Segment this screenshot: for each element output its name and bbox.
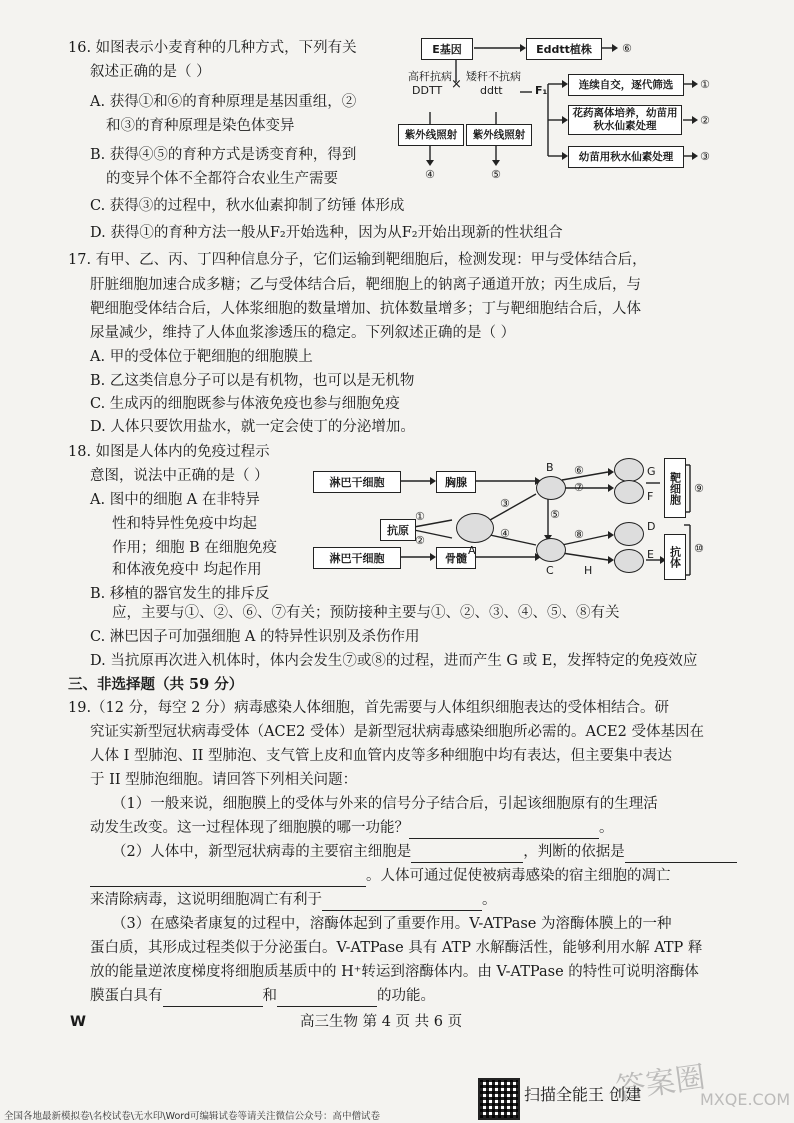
q19-sub2-line1 (112, 842, 737, 863)
cell-d (614, 522, 644, 546)
bottom-note: 全国各地最新模拟卷\名校试卷\无水印\Word可编辑试卷等请关注微信公众号：高中僧试卷 (4, 1111, 381, 1122)
antigen-box: 抗原 (380, 519, 416, 541)
q17-option-c: C. 生成丙的细胞既参与体液免疫也参与细胞免疫 (90, 396, 400, 412)
uv-box-right: 紫外线照射 (466, 124, 532, 146)
q16-option-a-line2: 和③的育种原理是染色体变异 (106, 118, 295, 134)
parent2-genotype: ddtt (480, 84, 503, 97)
q19-stem-line1: 19.（12 分，每空 2 分）病毒感染人体细胞，首先需要与人体组织细胞表达的受体相结合。研 (68, 700, 670, 716)
step-10: ⑩ (694, 542, 704, 555)
qr-code-icon (478, 1078, 520, 1120)
q18-option-b-line1: B. 移植的器官发生的排斥反 (90, 586, 270, 602)
cell-label-b: B (546, 461, 554, 474)
q16-option-b-line1: B. 获得④⑤的育种方式是诱变育种，得到 (90, 147, 357, 163)
step-5: ⑤ (550, 508, 560, 521)
q18-option-a-line3: 作用；细胞 B 在细胞免疫 (112, 540, 277, 556)
q18-option-c: C. 淋巴因子可加强细胞 A 的特异性识别及杀伤作用 (90, 629, 420, 645)
q17-option-d: D. 人体只要饮用盐水，就一定会使丁的分泌增加。 (90, 419, 415, 435)
cell-c (536, 538, 566, 562)
step-4: ④ (500, 527, 510, 540)
step-2: ② (415, 534, 425, 547)
watermark-domain: MXQE.COM (700, 1090, 791, 1109)
label-4: ④ (425, 168, 435, 181)
q19-stem-line2: 究证实新型冠状病毒受体（ACE2 受体）是新型冠状病毒感染细胞所必需的。ACE2 受体基因在 (90, 724, 704, 740)
self-cross-box: 连续自交，逐代筛选 (568, 74, 684, 96)
step-3: ③ (500, 497, 510, 510)
q18-stem-line2: 意图，说法中正确的是（ ） (90, 468, 269, 484)
thymus-box: 胸腺 (436, 471, 476, 493)
section3-heading: 三、非选择题（共 59 分） (68, 676, 244, 693)
cell-label-d: D (647, 520, 656, 533)
lymph-stem-cell-box-bottom: 淋巴干细胞 (313, 547, 401, 569)
q19-sub3-line2: 蛋白质，其形成过程类似于分泌蛋白。V-ATPase 具有 ATP 水解酶活性，能够利用水解 ATP 释 (90, 940, 703, 956)
q17-stem-line1: 17. 有甲、乙、丙、丁四种信息分子，它们运输到靶细胞后，检测发现：甲与受体结合后， (68, 252, 647, 268)
q19-sub1-line2 (90, 818, 614, 839)
q19-answer-blank-3[interactable] (625, 842, 737, 863)
q18-option-d: D. 当抗原再次进入机体时，体内会发生⑦或⑧的过程，进而产生 G 或 E，发挥特定的免疫效应 (90, 653, 698, 669)
step-8: ⑧ (574, 528, 584, 541)
bone-marrow-box: 骨髓 (436, 547, 476, 569)
anther-culture-box: 花药离体培养，幼苗用秋水仙素处理 (568, 105, 682, 135)
q19-stem-line3: 人体 I 型肺泡、II 型肺泡、支气管上皮和血管内皮等多种细胞中均有表达，但主要集中表达 (90, 748, 673, 764)
q19-sub2-line2 (90, 866, 671, 887)
step-9: ⑨ (694, 482, 704, 495)
q19-sub3-line4 (90, 986, 435, 1007)
q19-sub2-question-c: 。人体可通过促使被病毒感染的宿主细胞的凋亡 (366, 868, 671, 884)
q18-option-a-line4: 和体液免疫中 均起作用 (112, 562, 262, 578)
cell-f (614, 480, 644, 504)
q19-sub2-question-a: （2）人体中，新型冠状病毒的主要宿主细胞是 (112, 844, 412, 860)
q16-stem-line1: 16. 如图表示小麦育种的几种方式，下列有关 (68, 40, 357, 56)
q19-answer-blank-6[interactable] (277, 986, 377, 1007)
q18-option-a-line2: 性和特异性免疫中均起 (112, 516, 257, 532)
watermark-logo: 答案圈 (613, 1059, 708, 1108)
cell-label-e: E (647, 548, 654, 561)
q19-answer-blank-3-cont[interactable] (90, 866, 366, 887)
cell-label-a: A (468, 544, 476, 557)
q19-sub1-end: 。 (599, 820, 614, 836)
q16-option-a-line1: A. 获得①和⑥的育种原理是基因重组，② (90, 94, 357, 110)
step-6: ⑥ (574, 464, 584, 477)
q19-sub1-line1: （1）一般来说，细胞膜上的受体与外来的信号分子结合后，引起该细胞原有的生理活 (112, 796, 658, 812)
antibody-box: 抗体 (664, 534, 686, 580)
footer-w-mark: W (70, 1014, 86, 1030)
label-6: ⑥ (622, 42, 632, 55)
q17-option-a: A. 甲的受体位于靶细胞的细胞膜上 (90, 349, 313, 365)
q19-answer-blank-1[interactable] (409, 818, 599, 839)
q16-option-b-line2: 的变异个体不全都符合农业生产需要 (106, 171, 338, 187)
label-5: ⑤ (491, 168, 501, 181)
q16-stem-line2: 叙述正确的是（ ） (90, 64, 211, 80)
label-1: ① (700, 78, 710, 91)
q16-option-c: C. 获得③的过程中，秋水仙素抑制了纺锤 体形成 (90, 198, 405, 214)
q17-stem-line2: 肝脏细胞加速合成多糖；乙与受体结合后，靶细胞上的钠离子通道开放；丙生成后，与 (90, 277, 641, 293)
eddtt-plant-box: Eddtt植株 (526, 38, 602, 60)
uv-box-left: 紫外线照射 (398, 124, 464, 146)
q19-stem-line4: 于 II 型肺泡细胞。请回答下列相关问题： (90, 772, 358, 788)
q19-sub3-question-d: 膜蛋白具有 (90, 988, 163, 1004)
cell-label-h: H (584, 564, 593, 577)
label-2: ② (700, 114, 710, 127)
q18-option-a-line1: A. 图中的细胞 A 在非特异 (90, 492, 260, 508)
e-gene-box: E基因 (421, 38, 473, 60)
f1-label: F₁ (535, 84, 548, 97)
q19-sub3-line1: （3）在感染者康复的过程中，溶酶体起到了重要作用。V-ATPase 为溶酶体膜上的一种 (112, 916, 672, 932)
colchicine-box: 幼苗用秋水仙素处理 (568, 146, 684, 168)
q19-answer-blank-4[interactable] (322, 890, 482, 911)
cell-label-c: C (546, 564, 554, 577)
parent1-trait: 高秆抗病 (408, 70, 452, 83)
lymph-stem-cell-box-top: 淋巴干细胞 (313, 471, 401, 493)
cell-label-f: F (647, 490, 654, 503)
q19-sub2-line3 (90, 890, 497, 911)
q19-sub2-end: 。 (482, 892, 497, 908)
target-cell-box: 靶细胞 (664, 458, 686, 518)
parent2-trait: 矮秆不抗病 (466, 70, 521, 83)
q19-sub3-and: 和 (262, 988, 277, 1004)
label-3: ③ (700, 150, 710, 163)
q19-sub1-question: 动发生改变。这一过程体现了细胞膜的哪一功能？ (90, 820, 409, 836)
step-7: ⑦ (574, 481, 584, 494)
q16-option-d: D. 获得①的育种方法一般从F₂开始选种，因为从F₂开始出现新的性状组合 (90, 225, 563, 241)
footer-page-number: 高三生物 第 4 页 共 6 页 (300, 1014, 463, 1030)
cell-label-g: G (647, 465, 656, 478)
q18-option-b-line2: 应，主要与①、②、⑥、⑦有关；预防接种主要与①、②、③、④、⑤、⑧有关 (112, 605, 620, 621)
q19-sub2-question-b: ，判断的依据是 (523, 844, 625, 860)
cell-g (614, 458, 644, 482)
q17-stem-line4: 尿量减少，维持了人体血浆渗透压的稳定。下列叙述正确的是（ ） (90, 325, 516, 341)
cell-b (536, 476, 566, 500)
parent1-genotype: DDTT (412, 84, 443, 97)
q17-option-b: B. 乙这类信息分子可以是有机物，也可以是无机物 (90, 373, 415, 389)
q19-answer-blank-5[interactable] (163, 986, 263, 1007)
step-1: ① (415, 510, 425, 523)
scan-label: 扫描全能王 创建 (524, 1085, 642, 1104)
cell-e (614, 549, 644, 573)
q19-answer-blank-2[interactable] (411, 842, 523, 863)
q19-sub3-end: 的功能。 (377, 988, 435, 1004)
cross-symbol: × (451, 77, 462, 92)
q19-sub2-question-d: 来清除病毒，这说明细胞凋亡有利于 (90, 892, 322, 908)
q18-stem-line1: 18. 如图是人体内的免疫过程示 (68, 444, 270, 460)
cell-a (456, 513, 494, 543)
q17-stem-line3: 靶细胞受体结合后，人体浆细胞的数量增加、抗体数量增多；丁与靶细胞结合后，人体 (90, 301, 641, 317)
q19-sub3-line3: 放的能量逆浓度梯度将细胞质基质中的 H⁺转运到溶酶体内。由 V-ATPase 的特性可说明溶酶体 (90, 964, 699, 980)
